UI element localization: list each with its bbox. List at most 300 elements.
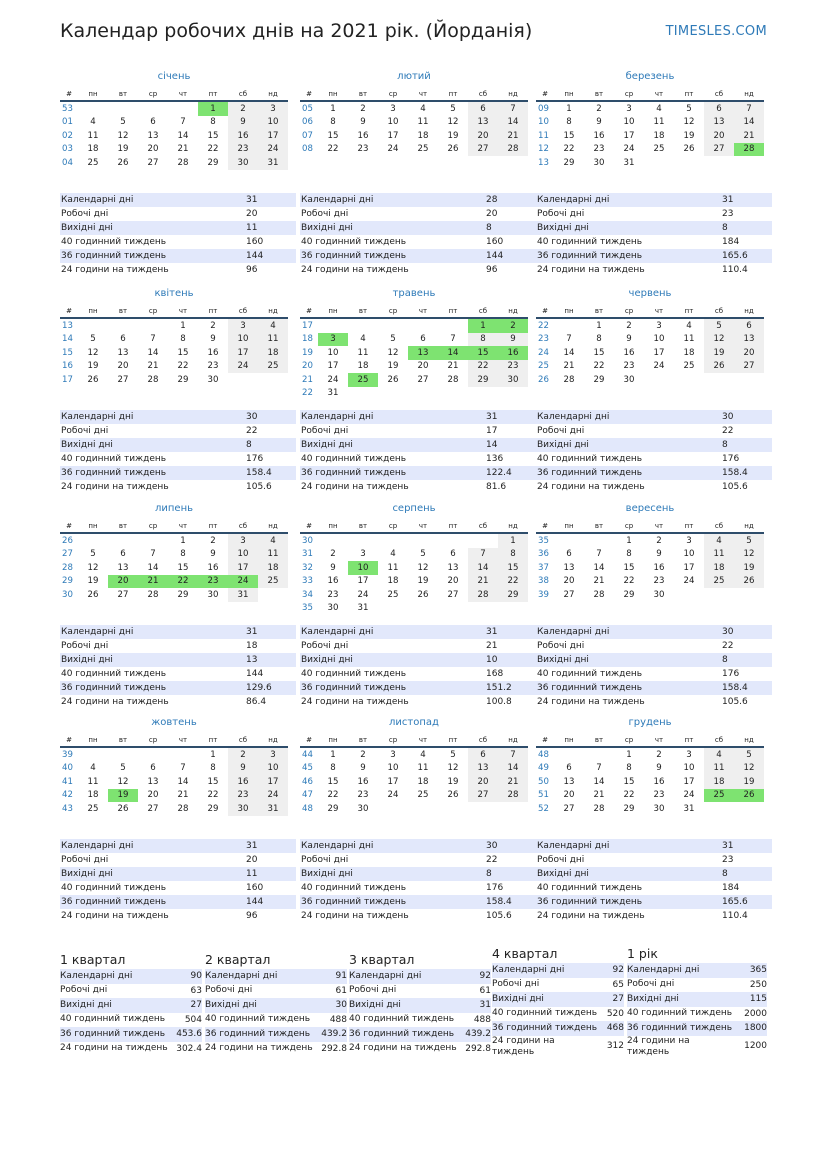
week-number: 36 <box>538 549 549 560</box>
empty-cell <box>78 533 108 548</box>
day-cell: 27 <box>417 374 429 385</box>
stat-label: Вихідні дні <box>537 223 589 233</box>
stat-value: 31 <box>246 841 258 851</box>
stat-row <box>536 452 772 466</box>
weekday-header: чт <box>644 734 674 747</box>
stat-label: 40 годинний тиждень <box>61 237 167 247</box>
day-cell: 31 <box>623 157 635 168</box>
day-cell: 16 <box>228 775 258 789</box>
day-cell: 2 <box>210 320 216 331</box>
day-cell: 4 <box>704 747 734 762</box>
day-cell: 14 <box>147 347 159 358</box>
weekday-header-row <box>300 88 528 101</box>
stat-row <box>536 909 772 923</box>
stat-row <box>60 452 296 466</box>
month-table <box>536 520 764 602</box>
day-cell: 4 <box>390 549 396 560</box>
day-cell: 10 <box>228 548 258 562</box>
day-cell: 25 <box>704 575 734 589</box>
stat-row <box>60 480 296 494</box>
day-cell: 26 <box>417 589 429 600</box>
week-number: 12 <box>538 144 549 155</box>
weekday-header: нд <box>498 88 528 101</box>
week-number: 05 <box>302 103 313 114</box>
stat-label: Робочі дні <box>301 209 349 219</box>
day-cell: 16 <box>357 776 369 787</box>
day-cell: 28 <box>177 157 189 168</box>
day-cell: 15 <box>623 562 635 573</box>
weekday-header: нд <box>734 520 764 533</box>
quarter-value: 312 <box>606 1041 624 1052</box>
empty-cell <box>408 602 438 616</box>
quarter-row <box>205 1042 347 1057</box>
quarter-row <box>60 998 202 1013</box>
day-cell: 15 <box>327 776 339 787</box>
stat-label: Робочі дні <box>301 641 349 651</box>
day-cell: 12 <box>734 548 764 562</box>
day-cell: 13 <box>468 762 498 776</box>
quarter-rows <box>205 969 347 1056</box>
empty-cell <box>78 318 108 333</box>
stat-value: 30 <box>486 841 498 851</box>
empty-cell <box>138 318 168 333</box>
quarter-block <box>205 951 347 1056</box>
day-cell: 8 <box>330 763 336 774</box>
day-cell: 21 <box>147 361 159 372</box>
stat-value: 158.4 <box>246 468 272 478</box>
quarter-value: 115 <box>749 994 767 1004</box>
day-cell: 7 <box>180 763 186 774</box>
day-cell: 17 <box>387 130 399 141</box>
day-cell: 23 <box>593 144 605 155</box>
month-name: березень <box>625 71 675 82</box>
quarter-label: 36 годинний тиждень <box>60 1028 166 1039</box>
stat-row <box>300 235 536 249</box>
quarter-row <box>205 998 347 1013</box>
day-cell: 7 <box>150 549 156 560</box>
weekday-header: # <box>60 520 78 533</box>
day-cell: 29 <box>623 589 635 600</box>
day-cell: 26 <box>734 575 764 589</box>
stat-label: 36 годинний тиждень <box>301 251 407 261</box>
quarter-label: 24 години на тиждень <box>492 1035 555 1057</box>
stat-value: 105.6 <box>722 697 748 707</box>
day-cell: 16 <box>498 346 528 360</box>
day-cell: 3 <box>360 549 366 560</box>
weekday-header: сб <box>228 520 258 533</box>
day-cell: 21 <box>498 129 528 143</box>
week-row <box>300 116 528 130</box>
day-cell: 4 <box>258 533 288 548</box>
month-stats <box>60 193 296 277</box>
quarter-label: 24 години на тиждень <box>349 1043 457 1054</box>
stat-value: 160 <box>246 237 264 247</box>
quarter-label: Календарні дні <box>627 964 700 975</box>
stat-value: 14 <box>486 440 498 450</box>
weekday-header: вт <box>108 88 138 101</box>
week-number: 14 <box>62 334 73 345</box>
stat-row <box>300 881 536 895</box>
day-cell: 21 <box>138 575 168 589</box>
month-stats <box>60 410 296 494</box>
quarter-value: 488 <box>473 1014 491 1025</box>
stat-value: 31 <box>486 412 498 422</box>
weekday-header: нд <box>258 305 288 318</box>
week-row <box>536 129 764 143</box>
stat-value: 20 <box>246 855 258 865</box>
stat-value: 176 <box>486 883 504 893</box>
day-cell: 4 <box>686 320 692 331</box>
day-cell: 27 <box>468 143 498 157</box>
stat-label: 24 години на тиждень <box>301 911 409 921</box>
stat-row <box>300 667 536 681</box>
stat-row <box>60 193 296 207</box>
stat-value: 10 <box>486 655 498 665</box>
day-cell: 7 <box>150 334 156 345</box>
day-cell: 21 <box>498 775 528 789</box>
day-cell: 1 <box>180 320 186 331</box>
day-cell: 10 <box>387 117 399 128</box>
week-number: 53 <box>62 103 73 114</box>
day-cell: 16 <box>207 347 219 358</box>
week-row <box>60 360 288 374</box>
stat-row <box>536 480 772 494</box>
stat-value: 30 <box>246 412 258 422</box>
weekday-header: пн <box>554 734 584 747</box>
day-cell: 17 <box>653 347 665 358</box>
month-table <box>60 520 288 602</box>
stat-label: Календарні дні <box>61 627 134 637</box>
stat-value: 8 <box>722 655 728 665</box>
stat-label: 36 годинний тиждень <box>301 897 407 907</box>
empty-cell <box>734 802 764 816</box>
quarter-row <box>349 1013 491 1028</box>
weekday-header: чт <box>168 305 198 318</box>
day-cell: 13 <box>117 562 129 573</box>
stat-label: Вихідні дні <box>61 440 113 450</box>
quarter-row <box>627 978 767 993</box>
weekday-header: сб <box>468 734 498 747</box>
day-cell: 19 <box>704 346 734 360</box>
day-cell: 9 <box>228 762 258 776</box>
quarter-label: 36 годинний тиждень <box>205 1028 311 1039</box>
weekday-header-row <box>300 520 528 533</box>
stat-row <box>60 249 296 263</box>
week-number: 35 <box>538 535 549 546</box>
day-cell: 29 <box>207 803 219 814</box>
day-cell: 16 <box>623 347 635 358</box>
stat-row <box>60 263 296 277</box>
empty-cell <box>378 318 408 333</box>
stat-value: 8 <box>486 869 492 879</box>
day-cell: 19 <box>734 561 764 575</box>
stat-row <box>300 839 536 853</box>
stat-row <box>60 235 296 249</box>
day-cell: 29 <box>177 374 189 385</box>
month-name: листопад <box>389 717 439 728</box>
day-cell: 8 <box>596 334 602 345</box>
empty-cell <box>704 156 734 170</box>
stat-label: 36 годинний тиждень <box>61 468 167 478</box>
stat-value: 144 <box>246 897 264 907</box>
weekday-header: нд <box>734 88 764 101</box>
stat-row <box>60 895 296 909</box>
quarter-label: 24 години на тиждень <box>205 1043 313 1054</box>
day-cell: 9 <box>228 116 258 130</box>
stat-label: 40 годинний тиждень <box>537 669 643 679</box>
month-table <box>300 734 528 816</box>
empty-cell <box>318 318 348 333</box>
weekday-header: вт <box>348 305 378 318</box>
stat-value: 8 <box>722 869 728 879</box>
day-cell: 19 <box>87 361 99 372</box>
day-cell: 11 <box>357 347 369 358</box>
day-cell: 19 <box>87 576 99 587</box>
week-row <box>60 588 288 602</box>
day-cell: 17 <box>258 775 288 789</box>
weekday-header: вт <box>108 520 138 533</box>
month-calendar <box>60 287 288 387</box>
quarter-label: Робочі дні <box>60 985 108 996</box>
day-cell: 25 <box>258 575 288 589</box>
quarter-value: 250 <box>749 979 767 990</box>
stat-value: 8 <box>722 223 728 233</box>
day-cell: 2 <box>656 535 662 546</box>
day-cell: 24 <box>683 576 695 587</box>
day-cell: 14 <box>438 346 468 360</box>
stat-row <box>536 867 772 881</box>
month-stats <box>300 625 536 709</box>
day-cell: 10 <box>653 334 665 345</box>
week-row <box>536 143 764 157</box>
day-cell: 22 <box>563 144 575 155</box>
day-cell: 1 <box>626 535 632 546</box>
day-cell: 24 <box>623 144 635 155</box>
day-cell: 1 <box>626 749 632 760</box>
stat-row <box>536 410 772 424</box>
day-cell: 19 <box>117 144 129 155</box>
day-cell: 22 <box>327 144 339 155</box>
quarter-rows <box>349 969 491 1056</box>
brand-link[interactable]: TIMESLES.COM <box>665 24 767 39</box>
day-cell: 18 <box>357 361 369 372</box>
quarter-row <box>205 969 347 984</box>
day-cell: 27 <box>117 589 129 600</box>
day-cell: 22 <box>177 361 189 372</box>
stat-row <box>300 207 536 221</box>
weekday-header: пт <box>674 305 704 318</box>
day-cell: 8 <box>566 117 572 128</box>
day-cell: 2 <box>360 103 366 114</box>
stat-label: 24 години на тиждень <box>537 911 645 921</box>
stat-row <box>536 221 772 235</box>
day-cell: 17 <box>228 346 258 360</box>
empty-cell <box>408 802 438 816</box>
weekday-header: нд <box>258 520 288 533</box>
weekday-header: сб <box>468 520 498 533</box>
day-cell: 28 <box>563 374 575 385</box>
empty-cell <box>408 318 438 333</box>
weekday-header: пт <box>198 734 228 747</box>
quarter-row <box>60 1013 202 1028</box>
day-cell: 14 <box>177 130 189 141</box>
day-cell: 12 <box>683 117 695 128</box>
stat-row <box>60 424 296 438</box>
empty-cell <box>734 156 764 170</box>
quarter-row <box>627 1036 767 1058</box>
day-cell: 22 <box>498 575 528 589</box>
quarter-label: Робочі дні <box>349 985 397 996</box>
stat-label: Вихідні дні <box>61 223 113 233</box>
day-cell: 17 <box>258 129 288 143</box>
day-cell: 13 <box>447 562 459 573</box>
quarter-row <box>349 1042 491 1057</box>
weekday-header: чт <box>168 734 198 747</box>
day-cell: 18 <box>87 144 99 155</box>
weekday-header: вт <box>584 734 614 747</box>
day-cell: 4 <box>704 533 734 548</box>
week-number: 30 <box>62 589 73 600</box>
empty-cell <box>584 747 614 762</box>
day-cell: 24 <box>387 144 399 155</box>
day-cell: 25 <box>704 789 734 803</box>
stat-label: 40 годинний тиждень <box>61 669 167 679</box>
stat-row <box>300 410 536 424</box>
day-cell: 30 <box>653 803 665 814</box>
day-cell: 22 <box>207 790 219 801</box>
day-cell: 5 <box>734 747 764 762</box>
day-cell: 4 <box>258 318 288 333</box>
quarter-value: 65 <box>612 979 624 990</box>
week-row <box>536 101 764 116</box>
stat-value: 100.8 <box>486 697 512 707</box>
stat-label: Календарні дні <box>301 412 374 422</box>
day-cell: 25 <box>348 373 378 387</box>
day-cell: 27 <box>147 803 159 814</box>
week-row <box>60 373 288 387</box>
quarter-rows <box>627 963 767 1058</box>
day-cell: 24 <box>653 361 665 372</box>
month-stats <box>60 839 296 923</box>
week-number: 04 <box>62 157 73 168</box>
week-row <box>60 548 288 562</box>
month-calendar <box>60 70 288 170</box>
day-cell: 30 <box>498 373 528 387</box>
month-name: травень <box>392 288 436 299</box>
stat-label: 36 годинний тиждень <box>537 683 643 693</box>
weekday-header: чт <box>408 520 438 533</box>
stat-value: 105.6 <box>246 482 272 492</box>
weekday-header: ср <box>614 520 644 533</box>
stat-row <box>536 881 772 895</box>
day-cell: 9 <box>210 334 216 345</box>
weekday-header: нд <box>258 88 288 101</box>
day-cell: 29 <box>207 157 219 168</box>
empty-cell <box>348 318 378 333</box>
quarter-row <box>627 1021 767 1036</box>
day-cell: 18 <box>653 130 665 141</box>
stat-value: 160 <box>486 237 504 247</box>
stat-value: 21 <box>486 641 498 651</box>
empty-cell <box>438 387 468 401</box>
weekday-header: # <box>536 520 554 533</box>
quarter-row <box>60 969 202 984</box>
stat-label: 24 години на тиждень <box>61 482 169 492</box>
week-row <box>300 129 528 143</box>
weekday-header: пн <box>554 520 584 533</box>
quarter-value: 468 <box>606 1023 624 1033</box>
quarter-value: 92 <box>612 965 624 975</box>
day-cell: 6 <box>150 117 156 128</box>
weekday-header: пн <box>318 88 348 101</box>
quarter-title: 3 квартал <box>349 952 415 967</box>
stat-value: 105.6 <box>722 482 748 492</box>
quarter-row <box>349 969 491 984</box>
stat-label: Календарні дні <box>537 841 610 851</box>
stat-value: 22 <box>246 426 258 436</box>
stat-row <box>536 839 772 853</box>
day-cell: 16 <box>653 562 665 573</box>
day-cell: 10 <box>683 549 695 560</box>
day-cell: 18 <box>258 346 288 360</box>
quarter-label: Вихідні дні <box>627 993 679 1004</box>
stat-row <box>536 625 772 639</box>
week-row <box>536 156 764 170</box>
day-cell: 17 <box>327 361 339 372</box>
day-cell: 7 <box>566 334 572 345</box>
weekday-header: сб <box>228 305 258 318</box>
weekday-header: ср <box>614 305 644 318</box>
day-cell: 2 <box>626 320 632 331</box>
week-number: 23 <box>538 334 549 345</box>
month-table <box>300 520 528 615</box>
month-stats <box>300 193 536 277</box>
quarter-rows <box>60 969 202 1056</box>
stat-row <box>300 909 536 923</box>
empty-cell <box>468 602 498 616</box>
stat-label: Робочі дні <box>301 855 349 865</box>
day-cell: 27 <box>447 589 459 600</box>
month-table <box>60 305 288 387</box>
day-cell: 5 <box>686 103 692 114</box>
week-number: 03 <box>62 144 73 155</box>
month-name: серпень <box>392 503 436 514</box>
stat-row <box>300 438 536 452</box>
quarter-label: Вихідні дні <box>492 993 544 1004</box>
stat-row <box>300 424 536 438</box>
empty-cell <box>258 588 288 602</box>
stat-row <box>60 867 296 881</box>
stat-label: Вихідні дні <box>301 223 353 233</box>
month-stats <box>536 410 772 494</box>
stat-label: Вихідні дні <box>301 655 353 665</box>
stat-value: 96 <box>246 265 258 275</box>
quarter-block <box>349 951 491 1056</box>
day-cell: 22 <box>168 575 198 589</box>
stat-row <box>536 466 772 480</box>
weekday-header: # <box>536 88 554 101</box>
day-cell: 10 <box>258 762 288 776</box>
quarter-label: 24 години на тиждень <box>60 1043 168 1054</box>
quarter-label: 40 годинний тиждень <box>205 1014 311 1025</box>
weekday-header-row <box>60 88 288 101</box>
day-cell: 17 <box>683 562 695 573</box>
day-cell: 30 <box>327 603 339 614</box>
day-cell: 24 <box>258 789 288 803</box>
day-cell: 23 <box>653 576 665 587</box>
day-cell: 29 <box>593 374 605 385</box>
weekday-header: чт <box>168 88 198 101</box>
